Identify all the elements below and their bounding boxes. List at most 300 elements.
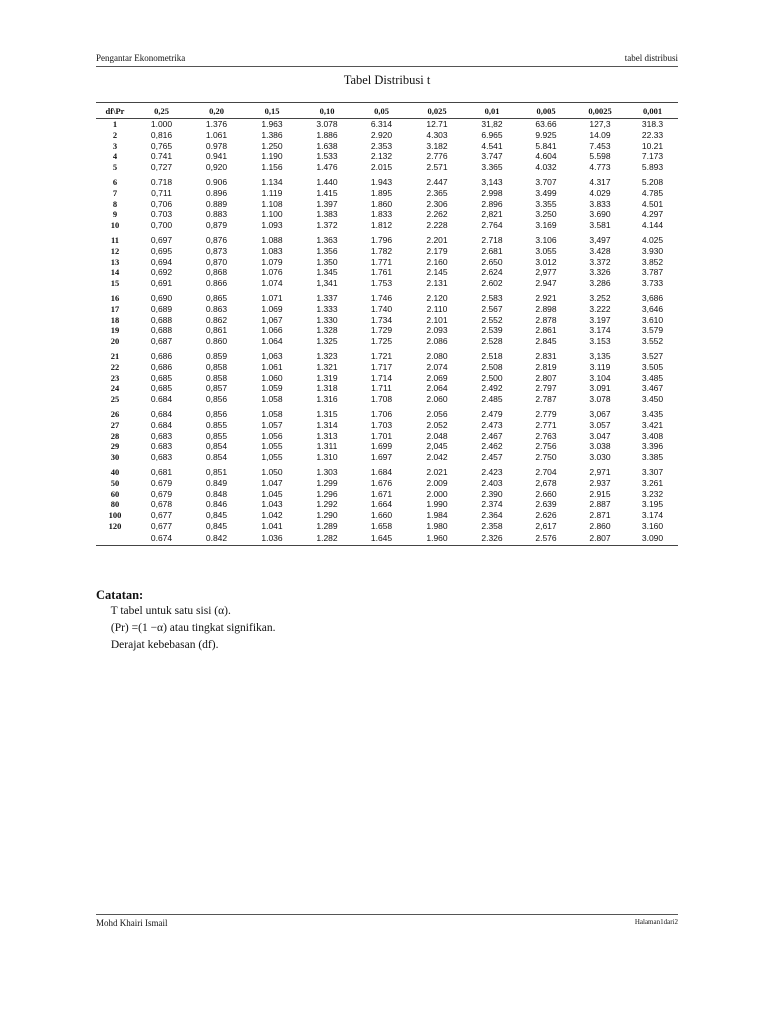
critical-value-cell: 3.197 [589,314,611,325]
critical-value-cell: 3.930 [641,245,664,256]
critical-value-cell: 0.941 [205,151,228,162]
critical-value-cell: 4.297 [641,209,664,220]
critical-value-cell: 2.101 [426,314,448,325]
critical-value-cell: 0.863 [205,303,228,314]
df-cell: 1 [112,119,118,129]
critical-value-cell: 2.093 [426,325,448,336]
critical-value-cell: 2.457 [481,452,503,463]
critical-value-cell: 2.131 [426,278,448,289]
critical-value-cell: 1.383 [316,209,338,220]
critical-value-cell: 2.120 [426,292,448,303]
critical-value-cell: 2.365 [426,187,448,198]
critical-value-cell: 2.797 [535,383,557,394]
critical-value-cell: 2.860 [589,520,611,531]
notes-section [96,587,496,654]
table-row [96,231,678,246]
critical-value-cell: 0.889 [205,198,228,209]
critical-value-cell: 4.144 [641,220,664,231]
critical-value-cell: 4.773 [589,162,611,173]
table-row [96,278,678,289]
critical-value-cell: 2.052 [426,419,448,430]
critical-value-cell: 2.132 [370,151,393,162]
footer-author: Mohd Khairi Ismail [96,918,168,928]
critical-value-cell: 0,692 [150,267,173,278]
critical-value-cell: 3.222 [589,303,611,314]
critical-value-cell: 1.059 [261,383,283,394]
critical-value-cell: 2.447 [426,176,448,187]
critical-value-cell: 3.286 [589,278,611,289]
critical-value-cell: 1.697 [370,452,393,463]
critical-value-cell: 2.704 [535,466,557,477]
critical-value-cell: 3.232 [641,488,664,499]
critical-value-cell: 14.09 [589,129,611,140]
critical-value-cell: 3.505 [641,361,664,372]
critical-value-cell: 1.345 [316,267,338,278]
df-cell: 13 [110,256,120,267]
table-row [96,336,678,347]
critical-value-cell: 1.041 [261,520,283,531]
df-cell: 7 [112,187,118,198]
note-item [96,637,496,654]
header-document-title: Pengantar Ekonometrika [96,53,186,63]
df-cell [96,532,134,546]
df-cell: 15 [110,278,120,289]
critical-value-cell: 3.078 [316,119,338,129]
note-item [96,603,496,620]
column-header-probability: 0,10 [300,103,354,119]
critical-value-cell: 2.756 [535,441,557,452]
critical-value-cell: 3.485 [641,372,664,383]
critical-value-cell: 1.725 [370,336,393,347]
column-header-probability: 0,15 [244,103,300,119]
df-cell: 10 [110,220,120,231]
critical-value-cell: 1.325 [316,336,338,347]
critical-value-cell: 3.690 [589,209,611,220]
critical-value-cell: 0,685 [150,383,173,394]
critical-value-cell: 3.428 [589,245,611,256]
critical-value-cell: 1.156 [261,162,283,173]
critical-value-cell: 2.947 [535,278,557,289]
table-row [96,151,678,162]
critical-value-cell: 2.048 [426,430,448,441]
critical-value-cell: 1.250 [261,140,283,151]
critical-value-cell: 1.833 [370,209,393,220]
critical-value-cell: 2.998 [481,187,503,198]
critical-value-cell: 1.363 [316,234,338,245]
critical-value-cell: 3.078 [589,394,611,405]
critical-value-cell: 2.871 [589,510,611,521]
critical-value-cell: 3.250 [535,209,557,220]
critical-value-cell: 1.699 [370,441,393,452]
critical-value-cell: 0.860 [205,336,228,347]
df-cell: 30 [110,452,120,463]
critical-value-cell: 3.012 [535,256,557,267]
critical-value-cell: 10.21 [641,140,664,151]
critical-value-cell: 127,3 [589,119,611,129]
critical-value-cell: 1.980 [426,520,448,531]
table-row [96,246,678,257]
df-cell: 29 [110,441,120,452]
table-row [96,431,678,442]
critical-value-cell: 2.807 [573,532,627,546]
critical-value-cell: 0,920 [205,162,228,173]
table-row [96,478,678,489]
critical-value-cell: 0,683 [150,430,173,441]
critical-value-cell: 0,873 [205,245,228,256]
critical-value-cell: 1.314 [316,419,338,430]
critical-value-cell: 6.314 [370,119,393,129]
critical-value-cell: 7.453 [589,140,611,151]
critical-value-cell: 318.3 [641,119,664,129]
column-header-probability: 0,005 [519,103,573,119]
critical-value-cell: 12.71 [426,119,448,129]
critical-value-cell: 2.650 [481,256,503,267]
critical-value-cell: 1.440 [316,176,338,187]
critical-value-cell: 3.355 [535,198,557,209]
table-row [96,420,678,431]
critical-value-cell: 2.492 [481,383,503,394]
critical-value-cell: 1.328 [316,325,338,336]
critical-value-cell: 2.624 [481,267,503,278]
critical-value-cell: 0,765 [150,140,173,151]
critical-value-cell: 0.858 [205,372,228,383]
footer-divider [96,914,678,915]
critical-value-cell: 1.658 [370,520,393,531]
df-cell: 4 [112,151,118,162]
critical-value-cell: 0.684 [150,394,173,405]
critical-value-cell: 2.567 [481,303,503,314]
critical-value-cell: 0.906 [205,176,228,187]
critical-value-cell: 2.042 [426,452,448,463]
critical-value-cell: 4.303 [426,129,448,140]
critical-value-cell: 3.552 [641,336,664,347]
critical-value-cell: 1.119 [261,187,283,198]
critical-value-cell: 2.518 [481,350,503,361]
critical-value-cell: 2.921 [535,292,557,303]
critical-value-cell: 2.160 [426,256,448,267]
critical-value-cell: 1.676 [370,477,393,488]
critical-value-cell: 0,691 [150,278,173,289]
critical-value-cell: 3.030 [589,452,611,463]
df-cell: 16 [110,292,120,303]
df-cell: 3 [112,140,118,151]
table-row [96,289,678,304]
critical-value-cell: 1.076 [261,267,283,278]
critical-value-cell: 0,689 [150,303,173,314]
critical-value-cell: 1.350 [316,256,338,267]
critical-value-cell: 1.315 [316,408,338,419]
critical-value-cell: 3.435 [641,408,664,419]
critical-value-cell: 1.093 [261,220,283,231]
critical-value-cell: 3.747 [481,151,503,162]
critical-value-cell: 2.064 [426,383,448,394]
critical-value-cell: 31,82 [481,119,503,129]
critical-value-cell: 3.038 [589,441,611,452]
critical-value-cell: 2,045 [426,441,448,452]
critical-value-cell: 0,697 [150,234,173,245]
df-cell: 5 [112,162,118,173]
critical-value-cell: 2.861 [535,325,557,336]
critical-value-cell: 2.750 [535,452,557,463]
table-row [96,188,678,199]
df-cell: 18 [110,314,120,325]
critical-value-cell: 2.831 [535,350,557,361]
critical-value-cell: 1.415 [316,187,338,198]
critical-value-cell: 1.746 [370,292,393,303]
critical-value-cell: 2.080 [426,350,448,361]
critical-value-cell: 1.376 [205,119,228,129]
critical-value-cell: 2.681 [481,245,503,256]
critical-value-cell: 1.671 [370,488,393,499]
critical-value-cell: 0.683 [150,441,173,452]
critical-value-cell: 0.866 [205,278,228,289]
critical-value-cell: 3.450 [641,394,664,405]
critical-value-cell: 3.581 [589,220,611,231]
critical-value-cell: 2.764 [481,220,503,231]
critical-value-cell: 2.364 [481,510,503,521]
critical-value-cell: 1.292 [316,499,338,510]
critical-value-cell: 1.708 [370,394,393,405]
critical-value-cell: 2.390 [481,488,503,499]
critical-value-cell: 2.069 [426,372,448,383]
critical-value-cell: 1.337 [316,292,338,303]
critical-value-cell: 2.110 [426,303,448,314]
critical-value-cell: 2.819 [535,361,557,372]
critical-value-cell: 1.638 [316,140,338,151]
critical-value-cell: 1.303 [316,466,338,477]
table-row [96,130,678,141]
critical-value-cell: 2.403 [481,477,503,488]
df-cell: 17 [110,303,120,314]
table-row [96,347,678,362]
critical-value-cell: 1.282 [300,532,354,546]
critical-value-cell: 3.833 [589,198,611,209]
critical-value-cell: 1,067 [261,314,283,325]
critical-value-cell: 0,816 [150,129,173,140]
critical-value-cell: 2.074 [426,361,448,372]
critical-value-cell: 4.317 [589,176,611,187]
critical-value-cell: 1.043 [261,499,283,510]
note-text: Derajat kebebasan (df). [110,639,219,651]
df-cell: 28 [110,430,120,441]
critical-value-cell: 0,677 [150,510,173,521]
critical-value-cell: 1.860 [370,198,393,209]
critical-value-cell: 2.571 [426,162,448,173]
critical-value-cell: 3.396 [641,441,664,452]
critical-value-cell: 0,688 [150,314,173,325]
critical-value-cell: 1.330 [316,314,338,325]
critical-value-cell: 5.598 [589,151,611,162]
critical-value-cell: 1.319 [316,372,338,383]
table-row [96,394,678,405]
critical-value-cell: 0.978 [205,140,228,151]
df-cell: 23 [110,372,120,383]
critical-value-cell: 2.771 [535,419,557,430]
critical-value-cell: 1.753 [370,278,393,289]
critical-value-cell: 2.660 [535,488,557,499]
critical-value-cell: 2.528 [481,336,503,347]
critical-value-cell: 2.920 [370,129,393,140]
critical-value-cell: 3,686 [641,292,664,303]
note-text: T tabel untuk satu sisi (α). [110,605,231,617]
df-cell: 8 [112,198,118,209]
critical-value-cell: 2.015 [370,162,393,173]
critical-value-cell: 1.074 [261,278,283,289]
critical-value-cell: 1.069 [261,303,283,314]
critical-value-cell: 3,135 [589,350,611,361]
table-row [96,325,678,336]
critical-value-cell: 1.079 [261,256,283,267]
critical-value-cell: 1.645 [354,532,409,546]
critical-value-cell: 0,879 [205,220,228,231]
critical-value-cell: 3.169 [535,220,557,231]
critical-value-cell: 3.610 [641,314,664,325]
critical-value-cell: 3.174 [641,510,664,521]
table-row [96,532,678,546]
critical-value-cell: 1.990 [426,499,448,510]
critical-value-cell: 0,679 [150,488,173,499]
critical-value-cell: 1.356 [316,245,338,256]
critical-value-cell: 1.083 [261,245,283,256]
critical-value-cell: 0,684 [150,408,173,419]
critical-value-cell: 3.106 [535,234,557,245]
critical-value-cell: 3.365 [481,162,503,173]
critical-value-cell: 1.717 [370,361,393,372]
critical-value-cell: 0.679 [150,477,173,488]
critical-value-cell: 2.539 [481,325,503,336]
critical-value-cell: 1.056 [261,430,283,441]
critical-value-cell: 1.386 [261,129,283,140]
critical-value-cell: 2.306 [426,198,448,209]
df-cell: 26 [110,408,120,419]
critical-value-cell: 4.501 [641,198,664,209]
critical-value-cell: 1.372 [316,220,338,231]
table-row [96,463,678,478]
critical-value-cell: 1.058 [261,408,283,419]
critical-value-cell: 1.397 [316,198,338,209]
table-row [96,489,678,500]
critical-value-cell: 0.674 [134,532,189,546]
df-cell: 100 [108,510,122,521]
critical-value-cell: 3.160 [641,520,664,531]
critical-value-cell: 2.776 [426,151,448,162]
header-section-title: tabel distribusi [624,53,678,63]
critical-value-cell: 1.108 [261,198,283,209]
critical-value-cell: 3.252 [589,292,611,303]
critical-value-cell: 1.729 [370,325,393,336]
critical-value-cell: 3.372 [589,256,611,267]
critical-value-cell: 1.313 [316,430,338,441]
critical-value-cell: 0.848 [205,488,228,499]
critical-value-cell: 1.000 [150,119,173,129]
critical-value-cell: 1.289 [316,520,338,531]
critical-value-cell: 0,686 [150,361,173,372]
table-row [96,373,678,384]
critical-value-cell: 3.047 [589,430,611,441]
critical-value-cell: 2.639 [535,499,557,510]
critical-value-cell: 2,678 [535,477,557,488]
df-cell: 9 [112,209,118,220]
critical-value-cell: 0.849 [205,477,228,488]
df-cell: 11 [110,234,120,245]
critical-value-cell: 0.846 [205,499,228,510]
critical-value-cell: 3.261 [641,477,664,488]
critical-value-cell: 7.173 [641,151,664,162]
critical-value-cell: 1.960 [409,532,465,546]
critical-value-cell: 0,711 [151,187,172,198]
critical-value-cell: 2.576 [519,532,573,546]
notes-title: Catatan: [96,588,144,602]
critical-value-cell: 3.057 [589,419,611,430]
critical-value-cell: 2.602 [481,278,503,289]
df-cell: 22 [110,361,120,372]
critical-value-cell: 1.047 [261,477,283,488]
critical-value-cell: 3.091 [589,383,611,394]
critical-value-cell: 0.703 [150,209,173,220]
table-row [96,362,678,373]
critical-value-cell: 3.326 [589,267,611,278]
critical-value-cell: 1.886 [316,129,338,140]
critical-value-cell: 2.878 [535,314,557,325]
critical-value-cell: 2.358 [481,520,503,531]
critical-value-cell: 0,858 [205,361,228,372]
critical-value-cell: 2.779 [535,408,557,419]
critical-value-cell: 3,646 [641,303,664,314]
critical-value-cell: 5.893 [641,162,664,173]
critical-value-cell: 2.508 [481,361,503,372]
critical-value-cell: 0,678 [150,499,173,510]
critical-value-cell: 1.333 [316,303,338,314]
column-header-probability: 0,025 [409,103,465,119]
critical-value-cell: 0,706 [150,198,173,209]
critical-value-cell: 1.055 [261,441,283,452]
critical-value-cell: 1.100 [261,209,283,220]
critical-value-cell: 1.721 [370,350,393,361]
critical-value-cell: 1.299 [316,477,338,488]
critical-value-cell: 4.032 [535,162,557,173]
critical-value-cell: 3.307 [641,466,664,477]
critical-value-cell: 3.852 [641,256,664,267]
critical-value-cell: 1,055 [261,452,283,463]
df-cell: 20 [110,336,120,347]
critical-value-cell: 0,695 [150,245,173,256]
t-distribution-table [96,102,678,546]
table-row [96,162,678,173]
table-row [96,267,678,278]
critical-value-cell: 2.485 [481,394,503,405]
column-header-probability: 0,05 [354,103,409,119]
critical-value-cell: 0,854 [205,441,228,452]
critical-value-cell: 1.796 [370,234,393,245]
critical-value-cell: 1.060 [261,372,283,383]
critical-value-cell: 1.660 [370,510,393,521]
critical-value-cell: 0,687 [150,336,173,347]
critical-value-cell: 1.036 [244,532,300,546]
critical-value-cell: 1.321 [316,361,338,372]
critical-value-cell: 1.190 [261,151,283,162]
table-row [96,199,678,210]
critical-value-cell: 2.915 [589,488,611,499]
df-cell: 21 [110,350,120,361]
df-cell: 6 [112,176,118,187]
table-body [96,119,678,546]
df-cell: 50 [110,477,120,488]
df-cell: 14 [110,267,120,278]
df-cell: 25 [110,394,120,405]
critical-value-cell: 0,876 [205,234,228,245]
critical-value-cell: 0,688 [150,325,173,336]
critical-value-cell: 2.423 [481,466,503,477]
